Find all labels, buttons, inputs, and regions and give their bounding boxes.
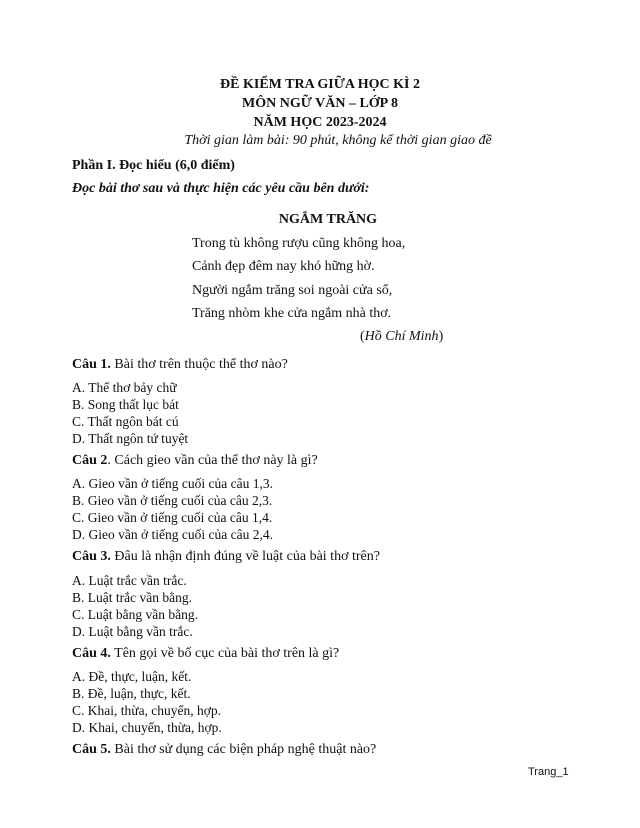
option: B. Đề, luận, thực, kết. [72, 686, 191, 701]
section-heading: Phần I. Đọc hiểu (6,0 điểm) [72, 158, 235, 173]
option: D. Gieo vần ở tiếng cuối của câu 2,4. [72, 527, 273, 542]
option: C. Thất ngôn bát cú [72, 414, 179, 429]
option: A. Đề, thực, luận, kết. [72, 669, 192, 684]
poem-title: NGẮM TRĂNG [278, 212, 378, 227]
option: B. Luật trắc vần bằng. [72, 590, 192, 605]
poem-line: Người ngắm trăng soi ngoài cửa sổ, [192, 283, 393, 298]
option: D. Luật bằng vần trắc. [72, 624, 193, 639]
option: A. Thể thơ bảy chữ [72, 380, 177, 395]
section-instruction: Đọc bài thơ sau và thực hiện các yêu cầu bên dưới: [72, 181, 370, 196]
option: B. Gieo vần ở tiếng cuối của câu 2,3. [72, 493, 273, 508]
question-1: Câu 1. Bài thơ trên thuộc thể thơ nào? [72, 357, 288, 372]
poem-author: (Hồ Chí Minh) [360, 329, 444, 344]
option: A. Luật trắc vần trắc. [72, 573, 187, 588]
option: D. Thất ngôn tứ tuyệt [72, 431, 189, 446]
poem-line: Trăng nhòm khe cửa ngắm nhà thơ. [192, 306, 392, 321]
poem-line: Cảnh đẹp đêm nay khó hững hờ. [192, 259, 375, 274]
option: C. Khai, thừa, chuyển, hợp. [72, 703, 222, 718]
question-5: Câu 5. Bài thơ sử dụng các biện pháp nghệ thuật nào? [72, 742, 377, 757]
poem-line: Trong tù không rượu cũng không hoa, [192, 236, 406, 251]
option: D. Khai, chuyển, thừa, hợp. [72, 720, 222, 735]
option: A. Gieo vần ở tiếng cuối của câu 1,3. [72, 476, 273, 491]
school-year: NĂM HỌC 2023-2024 [253, 115, 387, 130]
question-3: Câu 3. Đâu là nhận định đúng về luật của bài thơ trên? [72, 549, 380, 564]
question-2: Câu 2. Cách gieo vần của thể thơ này là gì? [72, 453, 318, 468]
page-number: Trang_1 [528, 766, 569, 778]
option: C. Gieo vần ở tiếng cuối của câu 1,4. [72, 510, 273, 525]
time-note: Thời gian làm bài: 90 phút, không kể thời gian giao đề [184, 133, 492, 148]
option: B. Song thất lục bát [72, 397, 179, 412]
question-4: Câu 4. Tên gọi về bố cục của bài thơ trên là gì? [72, 646, 340, 661]
option: C. Luật bằng vần bằng. [72, 607, 198, 622]
subject-title: MÔN NGỮ VĂN – LỚP 8 [242, 96, 398, 111]
exam-title: ĐỀ KIỂM TRA GIỮA HỌC KÌ 2 [220, 77, 420, 92]
